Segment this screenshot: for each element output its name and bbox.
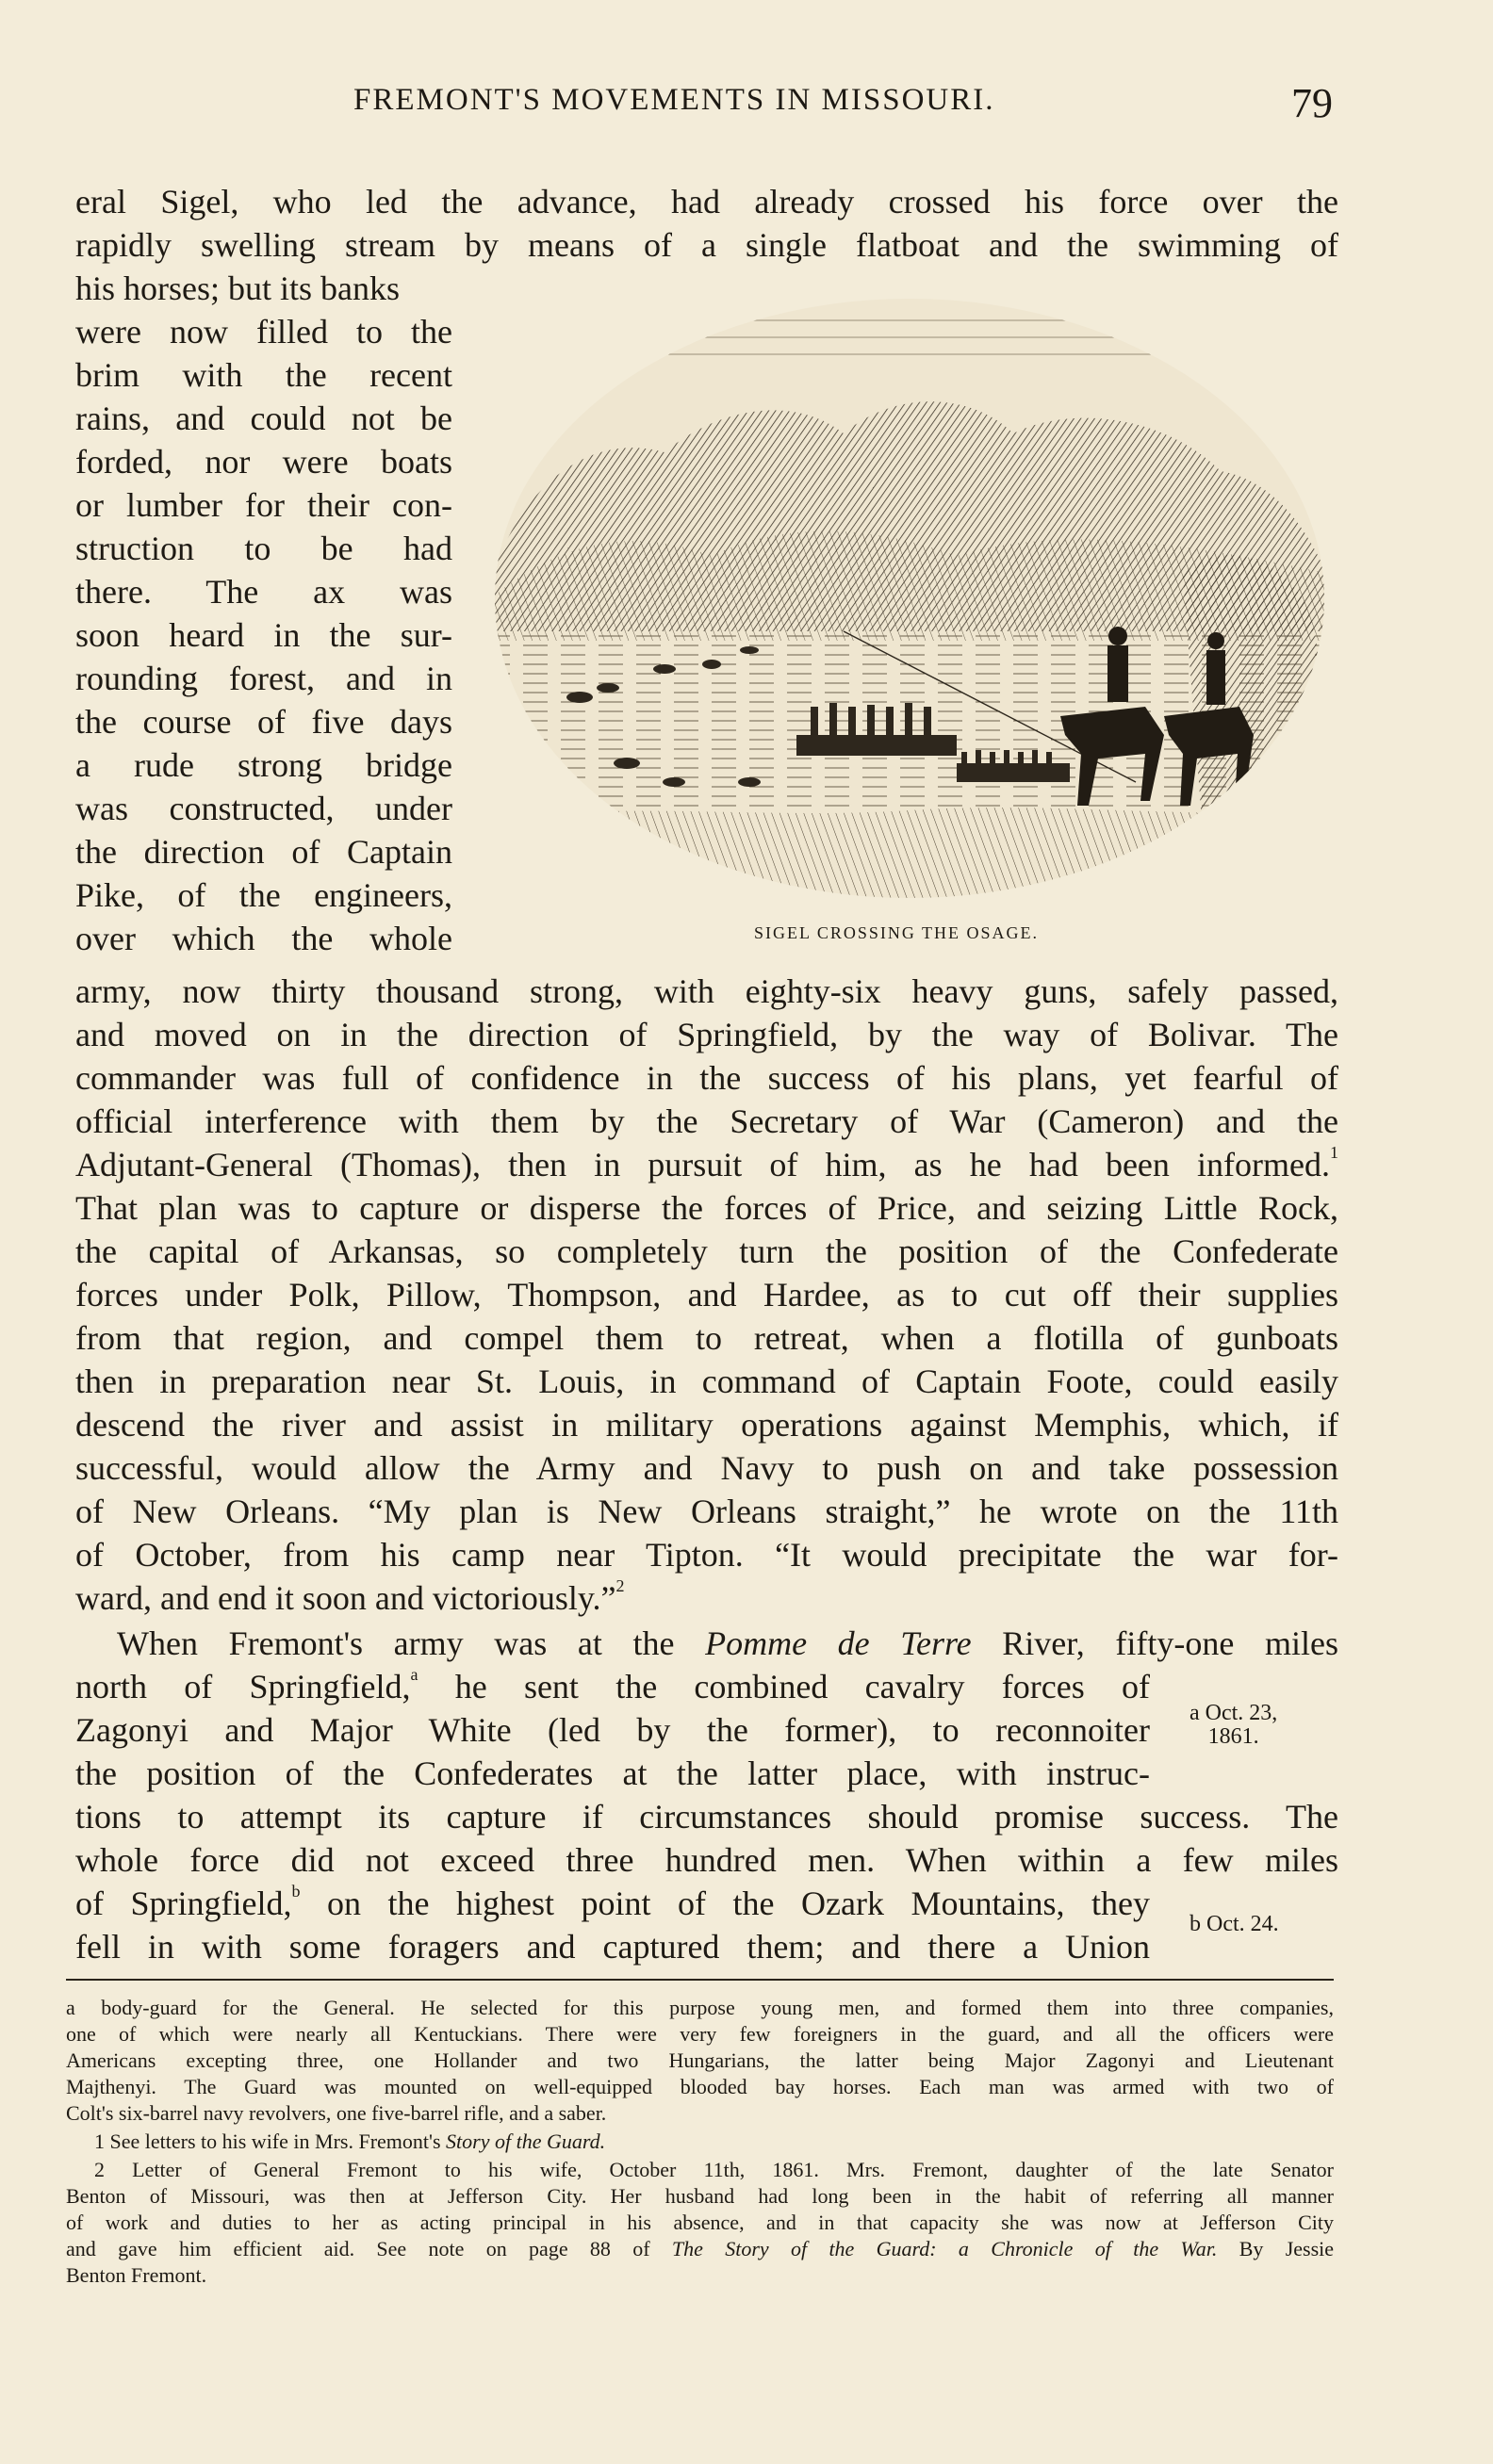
book-title: The Story of the Guard: a Chronicle of the War. (671, 2237, 1218, 2260)
body-line: Pike, of the engineers, (75, 876, 452, 914)
body-line: over which the whole (75, 920, 452, 957)
body-line: rains, and could not be (75, 400, 452, 437)
page-number: 79 (1291, 80, 1333, 126)
footnote-2-line: 2 Letter of General Fremont to his wife, October 11th, 1861. Mrs. Fremont, daughter of the late Senator (94, 2158, 1334, 2181)
body-line: soon heard in the sur- (75, 616, 452, 654)
river-name: Pomme de Terre (705, 1624, 972, 1662)
body-line: and moved on in the direction of Springfield, by the way of Bolivar. The (75, 1016, 1338, 1053)
body-line: forces under Polk, Pillow, Thompson, and Hardee, as to cut off their supplies (75, 1276, 1338, 1314)
body-line: army, now thirty thousand strong, with eighty-six heavy guns, safely passed, (75, 972, 1338, 1010)
body-line: brim with the recent (75, 356, 452, 394)
body-line: eral Sigel, who led the advance, had already crossed his force over the (75, 183, 1338, 220)
footnote-line: Majthenyi. The Guard was mounted on well-equipped blooded bay horses. Each man was armed with two of (66, 2075, 1334, 2098)
book-title: Story of the Guard. (446, 2129, 606, 2153)
footnote-ref: 1 (1330, 1143, 1338, 1162)
body-line: the capital of Arkansas, so completely turn the position of the Confederate (75, 1232, 1338, 1270)
body-line-text: Adjutant-General (Thomas), then in pursuit of him, as he had been informed. (75, 1146, 1330, 1183)
footnote-text: and gave him efficient aid. See note on page 88 of (66, 2237, 672, 2260)
body-line-text: of Springfield, (75, 1885, 292, 1922)
footnote-2-line: Benton Fremont. (66, 2263, 207, 2287)
footnote-ref: 2 (615, 1576, 625, 1595)
body-line-text: north of Springfield, (75, 1668, 411, 1705)
body-line: rounding forest, and in (75, 660, 452, 697)
margin-ref: a (410, 1665, 418, 1684)
footnote-2-line (66, 2239, 1334, 2260)
body-line: forded, nor were boats (75, 443, 452, 481)
body-line: whole force did not exceed three hundred men. When within a few miles (75, 1841, 1338, 1879)
margin-note-label: a Oct. 23, (1189, 1701, 1278, 1725)
illustration-caption: SIGEL CROSSING THE OSAGE. (754, 923, 1040, 942)
body-line: Zagonyi and Major White (led by the former), to reconnoiter (75, 1711, 1150, 1749)
footnote-line: one of which were nearly all Kentuckians. There were very few foreigners in the guard, and all the officers were (66, 2022, 1334, 2046)
margin-ref: b (291, 1882, 301, 1901)
body-line: from that region, and compel them to retreat, when a flotilla of gunboats (75, 1319, 1338, 1357)
footnote-line: a body-guard for the General. He selected for this purpose young men, and formed them into three companies, (66, 1996, 1334, 2019)
body-line (75, 1143, 1338, 1183)
body-line: there. The ax was (75, 573, 452, 611)
body-line-text: he sent the combined cavalry forces of (418, 1668, 1150, 1705)
body-line: his horses; but its banks (75, 269, 401, 307)
body-line: official interference with them by the Secretary of War (Cameron) and the (75, 1102, 1338, 1140)
body-line: That plan was to capture or disperse the forces of Price, and seizing Little Rock, (75, 1189, 1338, 1227)
body-line-text: ward, and end it soon and victoriously.” (75, 1579, 616, 1617)
footnote-line: Americans excepting three, one Hollander and two Hungarians, the latter being Major Zagonyi and Lieutenant (66, 2048, 1334, 2072)
body-line: descend the river and assist in military operations against Memphis, which, if (75, 1406, 1338, 1444)
footnote-text: By Jessie (1217, 2237, 1335, 2260)
body-line: of New Orleans. “My plan is New Orleans straight,” he wrote on the 11th (75, 1493, 1338, 1530)
body-line: or lumber for their con- (75, 486, 452, 524)
body-line: struction to be had (75, 530, 452, 567)
river-crossing-engraving (485, 292, 1334, 905)
body-line: of October, from his camp near Tipton. “It would precipitate the war for- (75, 1536, 1338, 1574)
body-line-text: River, fifty-one miles (971, 1624, 1338, 1662)
body-line (75, 1576, 625, 1617)
body-line: rapidly swelling stream by means of a single flatboat and the swimming of (75, 226, 1338, 264)
margin-note-b: b Oct. 24. (1189, 1912, 1279, 1936)
body-line: the position of the Confederates at the latter place, with instruc- (75, 1754, 1150, 1792)
body-line: then in preparation near St. Louis, in command of Captain Foote, could easily (75, 1363, 1338, 1400)
body-line: successful, would allow the Army and Navy to push on and take possession (75, 1449, 1338, 1487)
body-line (75, 1665, 1150, 1705)
footnote-2-line: of work and duties to her as acting principal in his absence, and in that capacity she was now at Jefferson City (66, 2211, 1334, 2234)
running-head: FREMONT'S MOVEMENTS IN MISSOURI. (353, 83, 995, 117)
body-line: the course of five days (75, 703, 452, 741)
footnote-rule (66, 1979, 1334, 1981)
body-line-text: on the highest point of the Ozark Mountains, they (300, 1885, 1150, 1922)
body-line: a rude strong bridge (75, 746, 452, 784)
body-line: were now filled to the (75, 313, 452, 351)
body-line: tions to attempt its capture if circumstances should promise success. The (75, 1798, 1338, 1836)
body-line: commander was full of confidence in the success of his plans, yet fearful of (75, 1059, 1338, 1097)
margin-note-year: 1861. (1207, 1724, 1259, 1750)
footnote-1 (94, 2131, 1334, 2152)
body-line: was constructed, under (75, 790, 452, 827)
body-line (75, 1882, 1150, 1922)
body-line: the direction of Captain (75, 833, 452, 871)
margin-note-a (1189, 1702, 1277, 1749)
footnote-line: Colt's six-barrel navy revolvers, one five-barrel rifle, and a saber. (66, 2101, 607, 2125)
footnote-text: 1 See letters to his wife in Mrs. Fremont's (94, 2129, 447, 2153)
footnote-2-line: Benton of Missouri, was then at Jefferson City. Her husband had long been in the habit of referring all manner (66, 2184, 1334, 2208)
body-line (117, 1626, 1338, 1660)
body-line: fell in with some foragers and captured them; and there a Union (75, 1928, 1150, 1966)
body-line-text: When Fremont's army was at the (117, 1624, 706, 1662)
